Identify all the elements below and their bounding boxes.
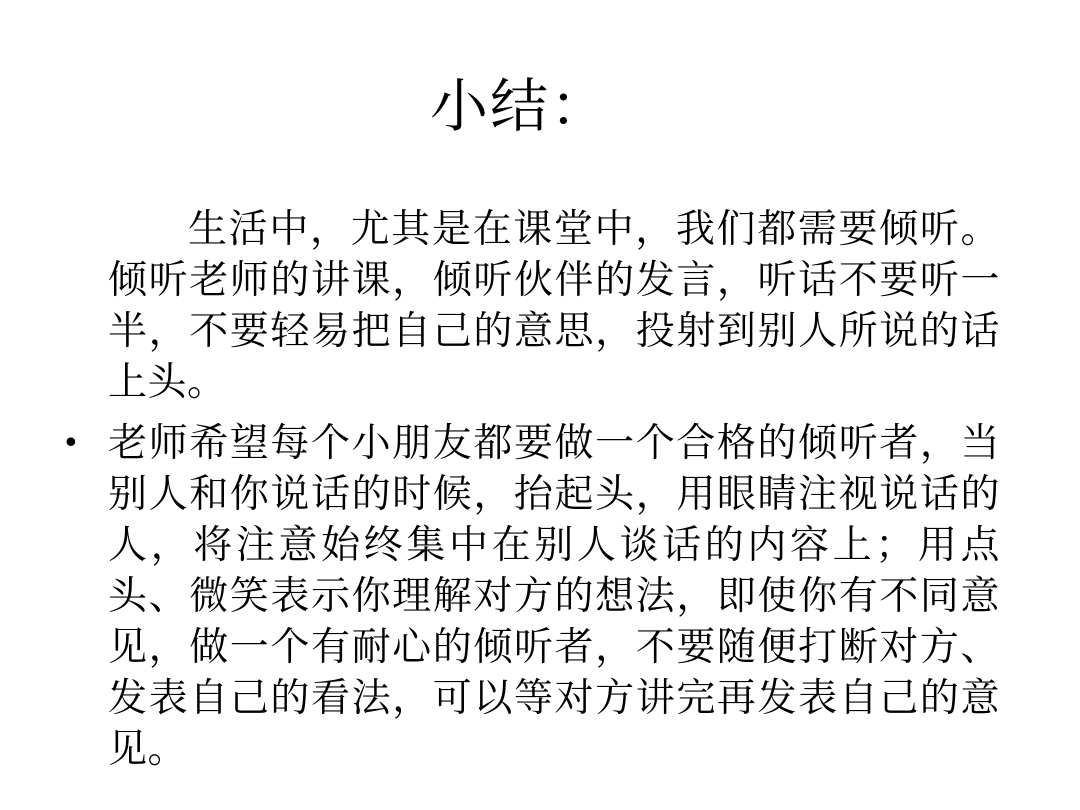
paragraph-intro: 生活中，尤其是在课堂中，我们都需要倾听。倾听老师的讲课，倾听伙伴的发言，听话不要听一半，不要轻易把自己的意思，投射到别人所说的话上头。	[108, 207, 1000, 405]
slide-title: 小结：	[429, 72, 610, 140]
bullet-icon: •	[62, 426, 81, 461]
bullet-item	[60, 418, 1000, 775]
slide-body	[60, 204, 1000, 775]
bullet-item-text: 老师希望每个小朋友都要做一个合格的倾听者，当别人和你说话的时候，抬起头，用眼睛注视说话的人，将注意始终集中在别人谈话的内容上；用点头、微笑表示你理解对方的想法，即使你有不同意见，做一个有耐心的倾听者，不要随便打断对方、发表自己的看法，可以等对方讲完再发表自己的意见。	[108, 421, 1000, 772]
